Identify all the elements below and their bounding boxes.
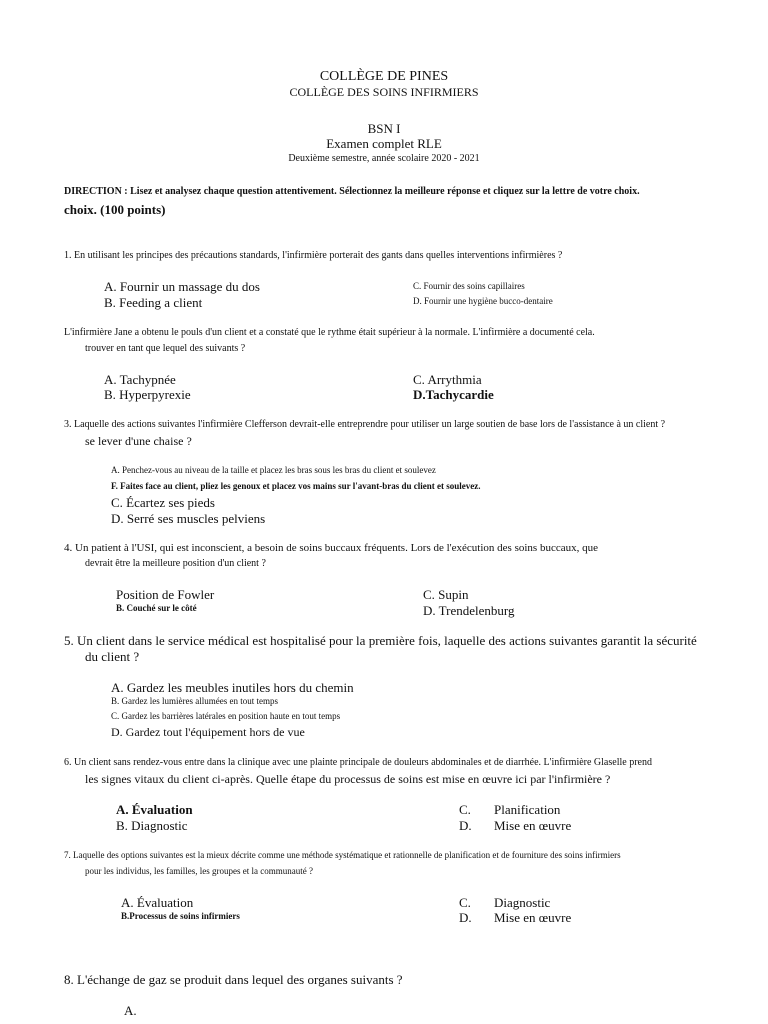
question-8: 8. L'échange de gaz se produit dans lequel des organes suivants ? bbox=[64, 972, 403, 987]
q6-option-c-letter[interactable]: C. bbox=[459, 802, 471, 817]
q8-option-a[interactable]: A. bbox=[124, 1003, 137, 1018]
q7-option-c[interactable]: Diagnostic bbox=[494, 895, 551, 910]
q6-option-d[interactable]: Mise en œuvre bbox=[494, 818, 572, 833]
q2-option-a[interactable]: A. Tachypnée bbox=[104, 372, 176, 387]
question-6-cont: les signes vitaux du client ci-après. Quelle étape du processus de soins est mise en œuvre ici par l'infirmière ? bbox=[85, 772, 611, 786]
q1-option-a[interactable]: A. Fournir un massage du dos bbox=[104, 279, 260, 294]
question-3: 3. Laquelle des actions suivantes l'infirmière Clefferson devrait-elle entreprendre pour utiliser un large soutien de base lors de l'assistance à un client ? bbox=[64, 419, 666, 430]
q1-option-c[interactable]: C. Fournir des soins capillaires bbox=[413, 281, 525, 291]
q5-option-c[interactable]: C. Gardez les barrières latérales en position haute en tout temps bbox=[111, 711, 341, 721]
q2-option-b[interactable]: B. Hyperpyrexie bbox=[104, 387, 191, 402]
question-4: 4. Un patient à l'USI, qui est inconscient, a besoin de soins buccaux fréquents. Lors de l'exécution des soins buccaux, que bbox=[64, 542, 598, 554]
question-4-cont: devrait être la meilleure position d'un client ? bbox=[85, 558, 266, 569]
course-level: BSN I bbox=[367, 121, 401, 136]
q4-option-d[interactable]: D. Trendelenburg bbox=[423, 603, 515, 618]
question-7: 7. Laquelle des options suivantes est la mieux décrite comme une méthode systématique et rationnelle de planification et de fourniture des soins infirmiers bbox=[64, 850, 621, 860]
q4-option-a[interactable]: Position de Fowler bbox=[116, 587, 215, 602]
question-5: 5. Un client dans le service médical est hospitalisé pour la première fois, laquelle des actions suivantes garantit la sécurité bbox=[64, 633, 697, 648]
question-3-cont: se lever d'une chaise ? bbox=[85, 434, 192, 448]
q5-option-d[interactable]: D. Gardez tout l'équipement hors de vue bbox=[111, 725, 305, 739]
q7-option-d[interactable]: Mise en œuvre bbox=[494, 910, 572, 925]
q7-option-d-letter[interactable]: D. bbox=[459, 910, 472, 925]
question-2-cont: trouver en tant que lequel des suivants ? bbox=[85, 343, 246, 354]
q5-option-a[interactable]: A. Gardez les meubles inutiles hors du chemin bbox=[111, 680, 354, 695]
question-2: L'infirmière Jane a obtenu le pouls d'un client et a constaté que le rythme était supérieur à la normale. L'infirmière a documenté cela. bbox=[64, 327, 595, 338]
question-1: 1. En utilisant les principes des précautions standards, l'infirmière porterait des gants dans quelles interventions infirmières ? bbox=[64, 250, 563, 261]
college-name: COLLÈGE DE PINES bbox=[319, 69, 449, 84]
q3-option-b[interactable]: F. Faites face au client, pliez les genoux et placez vos mains sur l'avant-bras du client et soulevez. bbox=[111, 481, 481, 491]
q4-option-b[interactable]: B. Couché sur le côté bbox=[116, 603, 197, 613]
question-7-cont: pour les individus, les familles, les groupes et la communauté ? bbox=[85, 866, 313, 876]
q3-option-d[interactable]: D. Serré ses muscles pelviens bbox=[111, 511, 266, 526]
q2-option-c[interactable]: C. Arrythmia bbox=[413, 372, 482, 387]
q6-option-b[interactable]: B. Diagnostic bbox=[116, 818, 188, 833]
semester-line: Deuxième semestre, année scolaire 2020 - 2021 bbox=[288, 153, 480, 164]
q6-option-c[interactable]: Planification bbox=[494, 802, 561, 817]
q2-option-d[interactable]: D.Tachycardie bbox=[413, 387, 494, 402]
q6-option-a[interactable]: A. Évaluation bbox=[116, 802, 193, 817]
q6-option-d-letter[interactable]: D. bbox=[459, 818, 472, 833]
q7-option-b[interactable]: B.Processus de soins infirmiers bbox=[121, 911, 240, 921]
q7-option-c-letter[interactable]: C. bbox=[459, 895, 471, 910]
school-name: COLLÈGE DES SOINS INFIRMIERS bbox=[289, 85, 479, 99]
q1-option-b[interactable]: B. Feeding a client bbox=[104, 295, 203, 310]
q7-option-a[interactable]: A. Évaluation bbox=[121, 895, 194, 910]
q3-option-c[interactable]: C. Écartez ses pieds bbox=[111, 495, 215, 510]
question-5-cont: du client ? bbox=[85, 649, 140, 664]
exam-title: Examen complet RLE bbox=[326, 136, 442, 151]
q5-option-b[interactable]: B. Gardez les lumières allumées en tout temps bbox=[111, 696, 278, 706]
direction-points: choix. (100 points) bbox=[64, 202, 166, 217]
q4-option-c[interactable]: C. Supin bbox=[423, 587, 469, 602]
question-6: 6. Un client sans rendez-vous entre dans la clinique avec une plainte principale de douleurs abdominales et de diarrhée. L'infirmière Glaselle prend bbox=[64, 757, 652, 768]
q3-option-a[interactable]: A. Penchez-vous au niveau de la taille et placez les bras sous les bras du client et soulevez bbox=[111, 465, 436, 475]
direction-text: DIRECTION : Lisez et analysez chaque question attentivement. Sélectionnez la meilleure réponse et cliquez sur la lettre de votre choix. bbox=[64, 186, 640, 197]
q1-option-d[interactable]: D. Fournir une hygiène bucco-dentaire bbox=[413, 296, 553, 306]
